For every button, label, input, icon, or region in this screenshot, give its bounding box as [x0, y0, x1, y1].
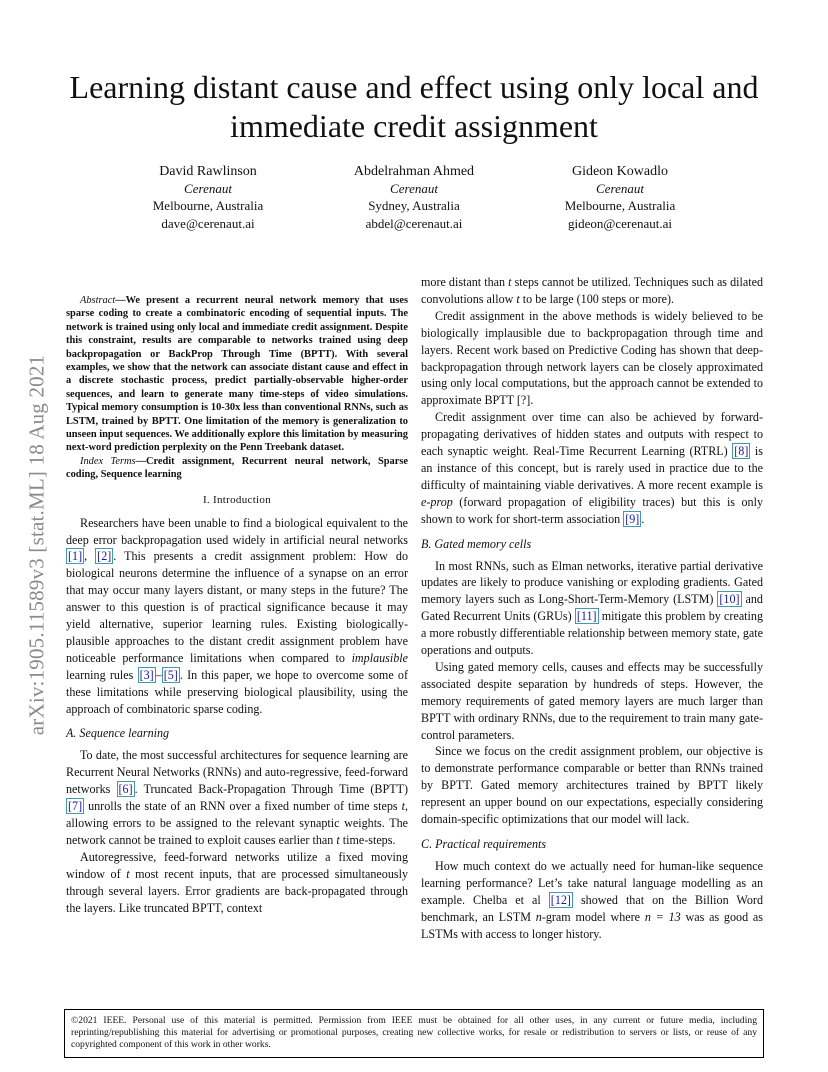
citation-link[interactable]: [5]	[163, 667, 178, 682]
rtrl-paragraph: Credit assignment over time can also be achieved by forward-propagating derivatives of hidden states and outputs with respect to each synaptic weight. Real-Time Recurrent Learning (RTRL) [8] is an instance of this concept, but is rarely used in practice due to the difficulty of maintaining viable derivatives. A more recent example is e-prop (forward propagation of eligibility traces) but this is only shown to work for short-term association [9] .	[421, 410, 763, 526]
credit-assignment-paragraph: Credit assignment in the above methods is widely believed to be biologically implausible due to backpropagation through time and layers. Recent work based on Predictive Coding has shown that deep-backpropagation through network layers can be closely approximated using only local computations, but the approach cannot be extended to approximate BPTT [?].	[421, 308, 763, 408]
author-email: dave@cerenaut.ai	[161, 215, 255, 231]
practical-requirements-paragraph: How much context do we actually need for human-like sequence learning performance? Let’s take natural language modelling as an example. Chelba et al [12] showed that on the Billion Word benchmark, an LSTM n-gram model where n = 13 was as good as LSTMs with access to longer history.	[421, 858, 763, 941]
arxiv-sidebar	[20, 285, 54, 805]
author-3	[520, 163, 720, 232]
citation-link[interactable]: [1]	[68, 549, 83, 564]
author-2	[314, 163, 514, 232]
paper-title: Learning distant cause and effect using only local and immediate credit assignment	[69, 69, 759, 144]
abstract	[66, 294, 408, 455]
subsection-heading-sequence-learning: A. Sequence learning	[66, 726, 170, 741]
author-name: Abdelrahman Ahmed	[353, 164, 475, 179]
citation-link[interactable]: [10]	[719, 592, 740, 607]
citation-link[interactable]: [6]	[118, 782, 133, 797]
author-affiliation: Cerenaut	[596, 181, 644, 197]
author-email: gideon@cerenaut.ai	[567, 215, 672, 231]
sequence-learning-paragraph-1: To date, the most successful architectures for sequence learning are Recurrent Neural Networks (RNNs) and auto-regressive, feed-forward networks [6] . Truncated Back-Propagation Through Time (BPTT) [7] unrolls the state of an RNN over a fixed number of time steps t, allowing errors to be assigned to the relevant synaptic weights. The network cannot be trained to exploit causes earlier than t time-steps.	[66, 748, 409, 847]
citation-link[interactable]: [7]	[68, 799, 83, 814]
continued-paragraph: more distant than t steps cannot be utilized. Techniques such as dilated convolutions allow t to be large (100 steps or more).	[421, 275, 763, 306]
index-terms	[66, 455, 408, 482]
author-name: David Rawlinson	[159, 164, 257, 179]
gated-memory-paragraph-3: Since we focus on the credit assignment problem, our objective is to demonstrate performance comparable or better than RNNs trained by BPTT. Gated memory architectures trained by BPTT likely represent an upper bound on our expectations, especially considering domain-specific optimizations that our model will lack.	[421, 744, 763, 827]
gated-memory-paragraph-1: In most RNNs, such as Elman networks, iterative partial derivative updates are likely to produce vanishing or exploding gradients. Gated memory layers such as Long-Short-Term-Memory (LSTM) [10] and Gated Recurrent Units (GRUs) [11] mitigate this problem by creating a more robustly differentiable relationship between memory state, gate operations and outputs.	[421, 558, 764, 658]
section-heading-introduction: I. Introduction	[202, 493, 272, 506]
author-name: Gideon Kowadlo	[571, 164, 669, 179]
sequence-learning-paragraph-2: Autoregressive, feed-forward networks utilize a fixed moving window of t most recent inputs, that are processed simultaneously through several layers. Error gradients are back-propagated through the layers. Like truncated BPTT, context	[66, 849, 409, 915]
right-column	[421, 274, 763, 942]
subsection-heading-practical-requirements: C. Practical requirements	[421, 837, 547, 851]
subsection-heading-gated-memory: B. Gated memory cells	[421, 536, 532, 551]
author-1	[108, 163, 308, 232]
arxiv-identifier: arXiv:1905.11589v3 [stat.ML] 18 Aug 2021	[24, 354, 49, 736]
copyright-notice: ©2021 IEEE. Personal use of this material is permitted. Permission from IEEE must be obtained for all other uses, in any current or future media, including reprinting/republishing this material for advertising or promotional purposes, creating new collective works, for resale or redistribution to servers or lists, or reuse of any copyrighted component of this work in other works.	[64, 1009, 764, 1058]
intro-paragraph: Researchers have been unable to find a biological equivalent to the deep error backpropagation used widely in artificial neural networks [1] , [2] . This presents a credit assignment problem: How do biological neurons determine the influence of a synapse on an error that may occur many layers distant, or many steps in the future? The answer to this question is of practical significance because it may yield alternative, superior learning rules. Existing biologically-plausible approaches to the distant credit assignment problem have noticeable performance limitations when compared to implausible learning rules [3] – [5] . In this paper, we hope to overcome some of these limitations while preserving biological plausibility, using the approach of combinatoric sparse coding.	[66, 515, 409, 716]
citation-link[interactable]: [8]	[734, 444, 749, 459]
author-location: Melbourne, Australia	[152, 198, 264, 214]
index-terms-label: Index Terms	[80, 455, 136, 467]
left-column	[66, 274, 408, 916]
index-terms-text: —Credit assignment, Recurrent neural network, Sparse coding, Sequence learning	[66, 455, 409, 481]
author-affiliation: Cerenaut	[390, 181, 438, 197]
citation-link[interactable]: [3]	[139, 667, 154, 682]
gated-memory-paragraph-2: Using gated memory cells, causes and effects may be successfully associated despite separation by hundreds of steps. However, the memory requirements of gated memory layers are much larger than BPTT with ordinary RNNs, due to the requirement to train many gate-control parameters.	[421, 659, 763, 742]
author-affiliation: Cerenaut	[184, 181, 232, 197]
citation-link[interactable]: [2]	[97, 549, 112, 564]
author-location: Sydney, Australia	[368, 198, 460, 214]
author-email: abdel@cerenaut.ai	[365, 215, 463, 231]
author-location: Melbourne, Australia	[564, 198, 676, 214]
citation-link[interactable]: [11]	[576, 609, 597, 624]
citation-link[interactable]: [9]	[625, 511, 640, 526]
abstract-text: —We present a recurrent neural network memory that uses sparse coding to create a combinatoric encoding of sequential inputs. The network is trained using only local and immediate credit assignment. Despite this constraint, results are comparable to networks trained using deep backpropagation or BackProp Through Time (BPTT). With several examples, we show that the network can associate distant cause and effect in a discrete stochastic process, predict partially-observable higher-order sequences, and learn to generate many time-steps of video simulations. Typical memory consumption is 10-30x less than conventional RNNs, such as LSTM, trained by BPTT. One limitation of the memory is generalization to unseen input sequences. We additionally explore this limitation by measuring next-word prediction perplexity on the Penn Treebank dataset.	[66, 295, 408, 454]
citation-link[interactable]: [12]	[550, 892, 571, 907]
abstract-label: Abstract	[80, 295, 116, 306]
